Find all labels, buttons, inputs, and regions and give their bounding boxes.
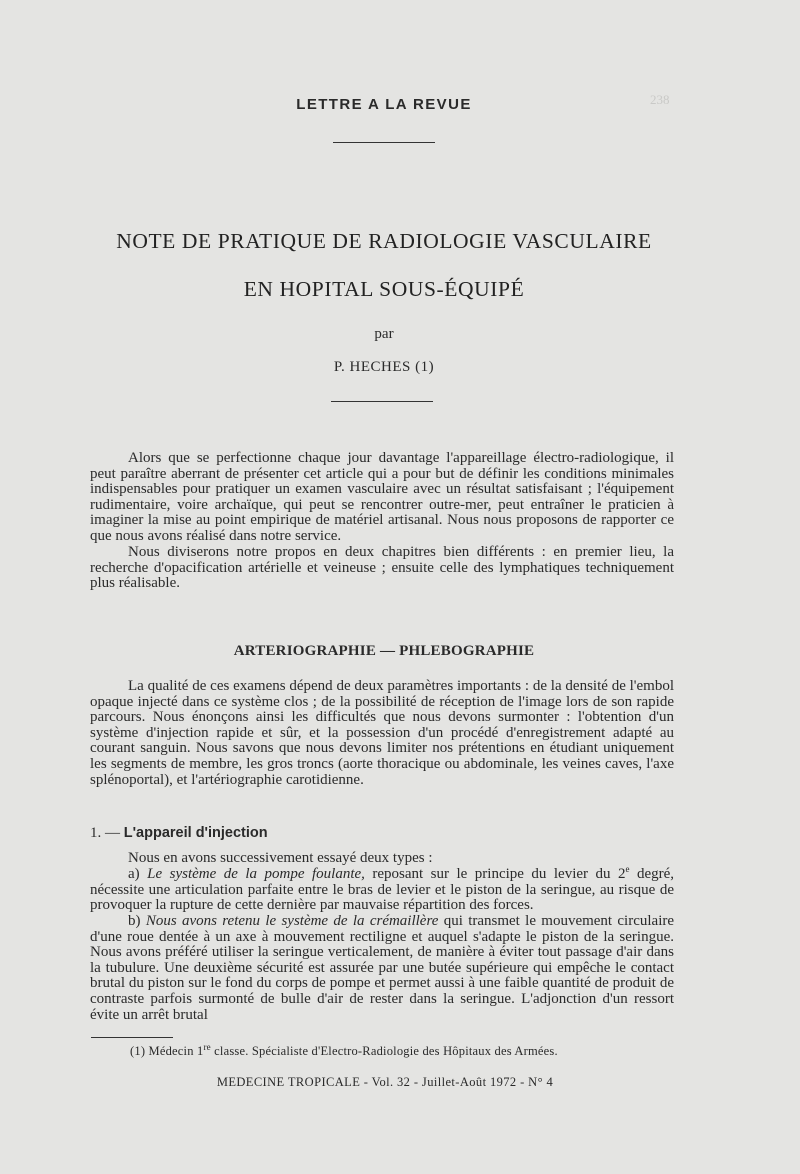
footnote-marker: (1) <box>130 1044 146 1058</box>
intro-paragraph-1: Alors que se perfectionne chaque jour davantage l'appareillage électro-radiologique, il peut paraître aberrant de présenter cet article qui a pour but de définir les conditions minimales indispensables pour pratiquer un examen vasculaire avec un résultat satisfaisant ; l'équipement rudimentaire, voire archaïque, qui peut se rencontrer outre-mer, peut entraîner le praticien à imaginer la mise au point empirique de matériel artisanal. Nous nous proposons de rapporter ce que nous avons réalisé dans notre service. <box>90 450 674 544</box>
footnote-divider <box>91 1037 173 1038</box>
item-a-text1: reposant sur le principe du levier du 2 <box>372 866 626 882</box>
footnote-text-after: classe. Spécialiste d'Electro-Radiologie des Hôpitaux des Armées. <box>214 1044 558 1058</box>
author-name: P. HECHES (1) <box>333 359 435 375</box>
item-b-italic: Nous avons retenu le système de la crémaillère <box>145 913 439 929</box>
section-title: ARTERIOGRAPHIE — PHLEBOGRAPHIE <box>233 643 535 659</box>
subsection-heading <box>90 825 268 842</box>
intro-paragraph-2: Nous diviserons notre propos en deux chapitres bien différents : en premier lieu, la recherche d'opacification artérielle et veineuse ; ensuite celle des lymphatiques techniquement plus réalisable. <box>90 544 674 592</box>
byline-par: par <box>374 326 394 342</box>
article-title-line2: EN HOPITAL SOUS-ÉQUIPÉ <box>243 277 525 301</box>
section-paragraph-1: La qualité de ces examens dépend de deux paramètres importants : de la densité de l'embol opaque injecté dans ce système clos ; de la possibilité de réception de l'image lors de son rapide parcours. Nous énonçons ainsi les difficultés que nous devons surmonter : l'obtention d'un système d'injection rapide et sûr, et la possession d'un procédé d'enregistrement adapté au courant sanguin. Nous savons que nous devons limiter nos prétentions en étudiant uniquement les segments de membre, les gros troncs (aorte thoracique ou abdominale, les veines caves, l'axe splénoportal), et l'artériographie carotidienne. <box>90 678 674 788</box>
page-number: 238 <box>650 92 670 107</box>
item-a-sup: e <box>625 864 630 874</box>
footnote-text-before: Médecin 1 <box>148 1044 204 1058</box>
item-a-text2: degré, nécessite une articulation parfaite entre le bras de levier et le piston de la seringue, au risque de provoquer la rupture de cette dernière par mauvaise répartition des forces. <box>90 866 675 914</box>
subsection-title: L'appareil d'injection <box>123 825 268 841</box>
item-a-italic: Le système de la pompe foulante, <box>147 866 365 882</box>
paragraph-a <box>90 864 675 914</box>
footnote-sup: re <box>203 1041 211 1052</box>
item-a-label: a) <box>128 866 140 882</box>
divider <box>333 142 435 143</box>
paragraph-b <box>90 914 674 1023</box>
footnote <box>130 1041 558 1059</box>
article-title-line1: NOTE DE PRATIQUE DE RADIOLOGIE VASCULAIRE <box>116 229 652 253</box>
item-b-label: b) <box>128 913 141 929</box>
subsection-number: 1. — <box>90 825 120 841</box>
subsection-intro: Nous en avons successivement essayé deux types : <box>128 850 433 866</box>
item-b-text: qui transmet le mouvement circulaire d'une roue dentée à un axe à mouvement rectiligne et auquel s'adapte le piston de la seringue. Nous avons préféré utiliser la seringue verticalement, de manière à éviter tout passage d'air dans la tubulure. Une deuxième sécurité est assurée par une butée supérieure qui empêche le contact brutal du piston sur le fond du corps de pompe et permet aussi à une faible quantité de produit de contraste parfois surmonté de bulle d'air de rester dans la seringue. L'adjonction d'un ressort évite un arrêt brutal <box>90 913 675 1023</box>
journal-footer: MEDECINE TROPICALE - Vol. 32 - Juillet-Août 1972 - N° 4 <box>216 1075 554 1089</box>
rubric-heading: LETTRE A LA REVUE <box>296 96 472 113</box>
divider <box>331 401 433 402</box>
